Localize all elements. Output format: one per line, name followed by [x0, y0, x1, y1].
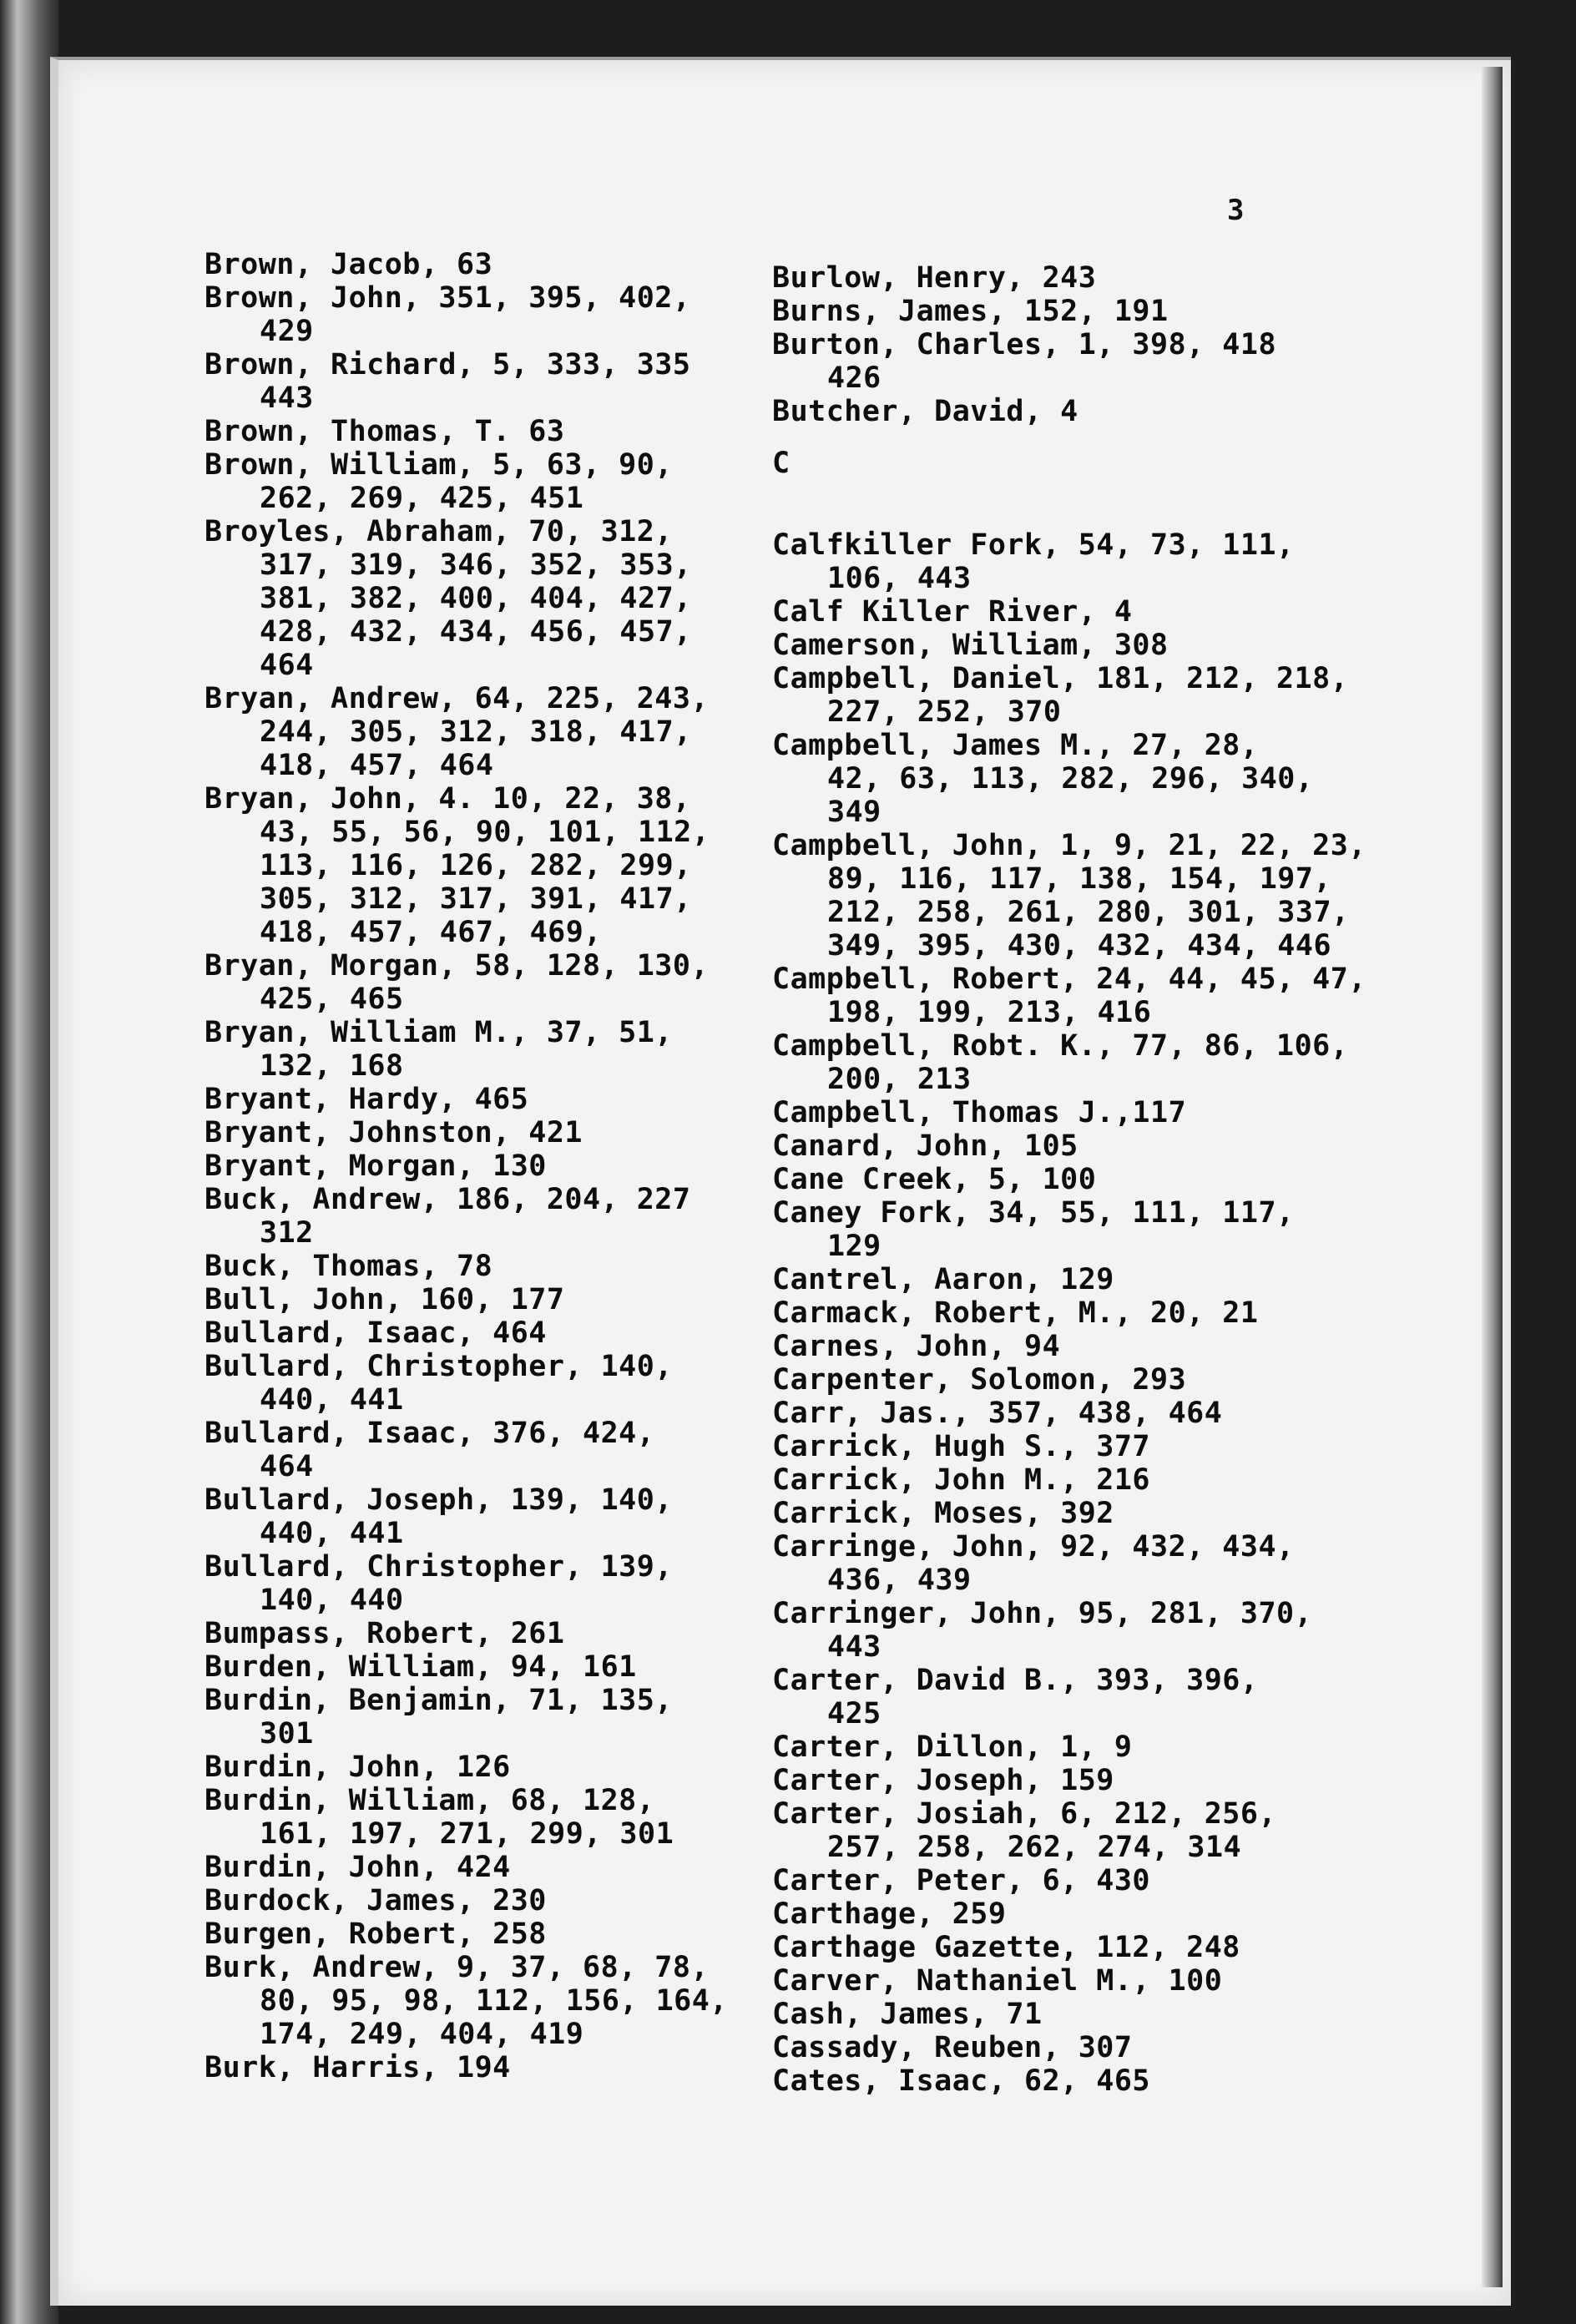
index-entry: [772, 1163, 1356, 1196]
index-entry-heading: Burton, Charles, 1, 398, 418: [772, 328, 1277, 361]
section-letter-heading: C: [772, 447, 791, 480]
index-entry: [772, 328, 1356, 395]
index-entry: [772, 1597, 1356, 1664]
index-entry: [205, 949, 739, 1016]
index-entry: [772, 1363, 1356, 1397]
index-entry-heading: Campbell, Daniel, 181, 212, 218,: [772, 662, 1349, 695]
index-entry-continuation: 440, 441: [260, 1383, 404, 1417]
index-entry-heading: Carthage Gazette, 112, 248: [772, 1931, 1240, 1964]
index-entry-continuation: 464: [260, 649, 314, 682]
index-entry-continuation: 349: [827, 796, 881, 829]
index-entry-heading: Carringe, John, 92, 432, 434,: [772, 1530, 1295, 1564]
index-entry-heading: Bullard, Isaac, 376, 424,: [205, 1417, 655, 1450]
index-entry-continuation: 244, 305, 312, 318, 417,: [260, 715, 692, 749]
index-entry: [772, 1330, 1356, 1363]
index-entry: [772, 1129, 1356, 1163]
index-entry: [772, 1664, 1356, 1730]
index-entry-continuation: 425, 465: [260, 983, 404, 1016]
index-entry-heading: Burgen, Robert, 258: [205, 1917, 547, 1951]
index-entry-heading: Carpenter, Solomon, 293: [772, 1363, 1187, 1397]
index-entry-heading: Bryant, Hardy, 465: [205, 1083, 529, 1116]
index-entry-continuation: 174, 249, 404, 419: [260, 2018, 584, 2051]
index-entry-heading: Bryant, Morgan, 130: [205, 1149, 547, 1183]
index-entry-continuation: 262, 269, 425, 451: [260, 482, 584, 515]
index-entry-continuation: 257, 258, 262, 274, 314: [827, 1831, 1242, 1864]
index-entry: [772, 829, 1366, 962]
index-entry-continuation: 418, 457, 464: [260, 749, 494, 782]
index-entry-heading: Carnes, John, 94: [772, 1330, 1061, 1363]
index-entry: [205, 1884, 739, 1917]
index-entry: [205, 1751, 739, 1784]
index-entry-continuation: 464: [260, 1450, 314, 1483]
index-entry: [772, 1897, 1356, 1931]
index-entry-continuation: 227, 252, 370: [827, 695, 1062, 729]
index-entry: [205, 1417, 739, 1483]
index-entry-heading: Bryan, Morgan, 58, 128, 130,: [205, 949, 710, 983]
index-entry-continuation: 381, 382, 400, 404, 427,: [260, 582, 692, 615]
index-entry-continuation: 425: [827, 1697, 881, 1730]
index-entry-heading: Carthage, 259: [772, 1897, 1007, 1931]
index-entries-b-continued: [772, 261, 1356, 428]
index-entry-continuation: 312: [260, 1216, 314, 1250]
index-entry: [205, 1917, 739, 1951]
index-entry: [772, 1096, 1356, 1129]
index-entry-continuation: 161, 197, 271, 299, 301: [260, 1817, 674, 1851]
index-entry: [772, 1764, 1356, 1797]
index-column-left: [205, 248, 739, 2084]
index-entry-heading: Campbell, Thomas J.,117: [772, 1096, 1187, 1129]
index-entry: [205, 1149, 739, 1183]
index-entry: [772, 1463, 1356, 1497]
index-entry: [772, 1797, 1356, 1864]
index-entry-continuation: 443: [260, 381, 314, 415]
index-entry-heading: Carter, David B., 393, 396,: [772, 1664, 1259, 1697]
index-entry: [205, 1483, 739, 1550]
index-entry: [205, 1617, 739, 1650]
index-entry: [205, 1650, 739, 1684]
index-entry-heading: Bumpass, Robert, 261: [205, 1617, 565, 1650]
index-entry: [205, 682, 739, 782]
index-entry-heading: Carter, Dillon, 1, 9: [772, 1730, 1133, 1764]
index-entry-heading: Calfkiller Fork, 54, 73, 111,: [772, 528, 1295, 562]
index-entry: [205, 782, 739, 949]
page-edge-shadow: [1482, 67, 1503, 2287]
index-entry-heading: Broyles, Abraham, 70, 312,: [205, 515, 673, 548]
index-entry-continuation: 418, 457, 467, 469,: [260, 916, 602, 949]
index-entry-heading: Calf Killer River, 4: [772, 595, 1133, 629]
index-entry: [205, 1851, 739, 1884]
index-entry-continuation: 429: [260, 315, 314, 348]
index-entry-heading: Canard, John, 105: [772, 1129, 1078, 1163]
index-entry: [772, 1730, 1356, 1764]
index-entry: [772, 1263, 1356, 1296]
index-entry-heading: Burdin, Benjamin, 71, 135,: [205, 1684, 673, 1717]
index-entry: [205, 515, 739, 682]
index-entry: [205, 1316, 739, 1350]
index-entry-continuation: 440, 441: [260, 1517, 404, 1550]
index-entry-heading: Campbell, John, 1, 9, 21, 22, 23,: [772, 829, 1366, 862]
index-entry-continuation: 89, 116, 117, 138, 154, 197,: [827, 862, 1332, 896]
index-entry-continuation: 198, 199, 213, 416: [827, 996, 1152, 1029]
index-entry: [772, 261, 1356, 295]
index-entry-heading: Caney Fork, 34, 55, 111, 117,: [772, 1196, 1295, 1230]
index-entry-heading: Campbell, Robt. K., 77, 86, 106,: [772, 1029, 1349, 1063]
index-entry: [205, 2051, 739, 2084]
page-number: 3: [1227, 194, 1245, 227]
index-entry: [205, 1283, 739, 1316]
index-entry: [772, 595, 1356, 629]
index-entry-heading: Brown, Thomas, T. 63: [205, 415, 565, 448]
index-entry: [205, 1784, 739, 1851]
index-entry-continuation: 42, 63, 113, 282, 296, 340,: [827, 762, 1314, 796]
index-entry: [772, 1964, 1356, 1998]
index-entry-heading: Carrick, Hugh S., 377: [772, 1430, 1151, 1463]
index-entry: [205, 1016, 739, 1083]
index-entry: [772, 1430, 1356, 1463]
index-entry: [772, 1998, 1356, 2031]
index-entry-heading: Carter, Joseph, 159: [772, 1764, 1114, 1797]
index-entry-heading: Bull, John, 160, 177: [205, 1283, 565, 1316]
index-entry-heading: Buck, Andrew, 186, 204, 227: [205, 1183, 691, 1216]
index-entry-heading: Bullard, Isaac, 464: [205, 1316, 547, 1350]
index-entry-heading: Cane Creek, 5, 100: [772, 1163, 1097, 1196]
index-entry: [772, 1497, 1356, 1530]
index-entry-heading: Burdock, James, 230: [205, 1884, 547, 1917]
index-entry-continuation: 200, 213: [827, 1063, 972, 1096]
index-entry-heading: Brown, John, 351, 395, 402,: [205, 281, 691, 315]
index-entry-heading: Butcher, David, 4: [772, 395, 1078, 428]
index-entry-heading: Carringer, John, 95, 281, 370,: [772, 1597, 1313, 1630]
index-entry-continuation: 212, 258, 261, 280, 301, 337,: [827, 896, 1350, 929]
index-entry: [772, 1029, 1356, 1096]
index-entry-heading: Burns, James, 152, 191: [772, 295, 1169, 328]
index-entry-heading: Campbell, James M., 27, 28,: [772, 729, 1259, 762]
index-entry-heading: Brown, William, 5, 63, 90,: [205, 448, 673, 482]
index-entry: [772, 962, 1366, 1029]
index-entry: [772, 1397, 1356, 1430]
index-entry: [205, 1083, 739, 1116]
index-entry-continuation: 106, 443: [827, 562, 972, 595]
index-entry: [772, 395, 1356, 428]
index-entry-heading: Burdin, William, 68, 128,: [205, 1784, 655, 1817]
index-entry-heading: Cassady, Reuben, 307: [772, 2031, 1133, 2064]
index-entry: [205, 348, 739, 415]
index-entries-c: [772, 528, 1366, 2098]
index-entry-heading: Bryan, Andrew, 64, 225, 243,: [205, 682, 710, 715]
index-entry-continuation: 428, 432, 434, 456, 457,: [260, 615, 692, 649]
index-entry-heading: Bullard, Christopher, 140,: [205, 1350, 673, 1383]
index-entry-heading: Burlow, Henry, 243: [772, 261, 1097, 295]
index-entry-heading: Buck, Thomas, 78: [205, 1250, 493, 1283]
index-entry: [772, 1296, 1356, 1330]
index-entry: [205, 1250, 739, 1283]
index-entry-heading: Carter, Peter, 6, 430: [772, 1864, 1151, 1897]
index-entry-heading: Bryan, John, 4. 10, 22, 38,: [205, 782, 691, 816]
index-entry-continuation: 349, 395, 430, 432, 434, 446: [827, 929, 1332, 962]
index-entry: [772, 295, 1356, 328]
index-entry-continuation: 301: [260, 1717, 314, 1751]
index-entry-heading: Cash, James, 71: [772, 1998, 1043, 2031]
index-entry-heading: Burk, Harris, 194: [205, 2051, 511, 2084]
index-entry-heading: Burdin, John, 126: [205, 1751, 511, 1784]
index-entry-heading: Bryant, Johnston, 421: [205, 1116, 583, 1149]
index-entry-continuation: 43, 55, 56, 90, 101, 112,: [260, 816, 710, 849]
index-entry-continuation: 113, 116, 126, 282, 299,: [260, 849, 692, 882]
index-entry-heading: Carmack, Robert, M., 20, 21: [772, 1296, 1259, 1330]
index-entry-continuation: 317, 319, 346, 352, 353,: [260, 548, 692, 582]
index-entry: [772, 1530, 1356, 1597]
index-entry: [205, 1550, 739, 1617]
index-entry-heading: Brown, Jacob, 63: [205, 248, 493, 281]
index-entry: [205, 1951, 739, 2051]
index-entry: [772, 1196, 1356, 1263]
index-entry-heading: Cantrel, Aaron, 129: [772, 1263, 1114, 1296]
index-entry: [772, 2064, 1356, 2098]
index-entry: [205, 1183, 739, 1250]
index-entry-continuation: 140, 440: [260, 1584, 404, 1617]
index-entry-heading: Burden, William, 94, 161: [205, 1650, 637, 1684]
index-entry-continuation: 426: [827, 361, 881, 395]
index-entry: [772, 2031, 1356, 2064]
index-entry-heading: Burk, Andrew, 9, 37, 68, 78,: [205, 1951, 710, 1984]
index-entry-continuation: 129: [827, 1230, 881, 1263]
index-entry: [205, 248, 739, 281]
index-entry: [772, 629, 1356, 662]
index-entry-heading: Bullard, Joseph, 139, 140,: [205, 1483, 673, 1517]
index-entry-heading: Cates, Isaac, 62, 465: [772, 2064, 1151, 2098]
index-entry-heading: Camerson, William, 308: [772, 629, 1169, 662]
index-entry: [205, 1116, 739, 1149]
index-entry-heading: Campbell, Robert, 24, 44, 45, 47,: [772, 962, 1366, 996]
index-entry-heading: Bullard, Christopher, 139,: [205, 1550, 673, 1584]
index-entry: [772, 1931, 1356, 1964]
index-entry-heading: Carter, Josiah, 6, 212, 256,: [772, 1797, 1277, 1831]
index-entry: [772, 528, 1356, 595]
index-entry: [205, 1684, 739, 1751]
index-entry-heading: Brown, Richard, 5, 333, 335: [205, 348, 691, 381]
index-entry-heading: Bryan, William M., 37, 51,: [205, 1016, 673, 1049]
index-entry: [205, 448, 739, 515]
index-entry-heading: Carr, Jas., 357, 438, 464: [772, 1397, 1223, 1430]
index-entry: [772, 662, 1356, 729]
index-entry-continuation: 443: [827, 1630, 881, 1664]
index-entry: [205, 1350, 739, 1417]
index-entry-continuation: 80, 95, 98, 112, 156, 164,: [260, 1984, 728, 2018]
index-entry-heading: Burdin, John, 424: [205, 1851, 511, 1884]
index-entry-continuation: 305, 312, 317, 391, 417,: [260, 882, 692, 916]
index-entry: [772, 729, 1356, 829]
index-entry: [205, 281, 739, 348]
index-entry-heading: Carver, Nathaniel M., 100: [772, 1964, 1223, 1998]
index-entry: [772, 1864, 1356, 1897]
index-entry-continuation: 132, 168: [260, 1049, 404, 1083]
index-entry: [205, 415, 739, 448]
index-entry-continuation: 436, 439: [827, 1564, 972, 1597]
index-column-right: [772, 261, 1366, 2098]
index-entry-heading: Carrick, Moses, 392: [772, 1497, 1114, 1530]
index-entry-heading: Carrick, John M., 216: [772, 1463, 1151, 1497]
